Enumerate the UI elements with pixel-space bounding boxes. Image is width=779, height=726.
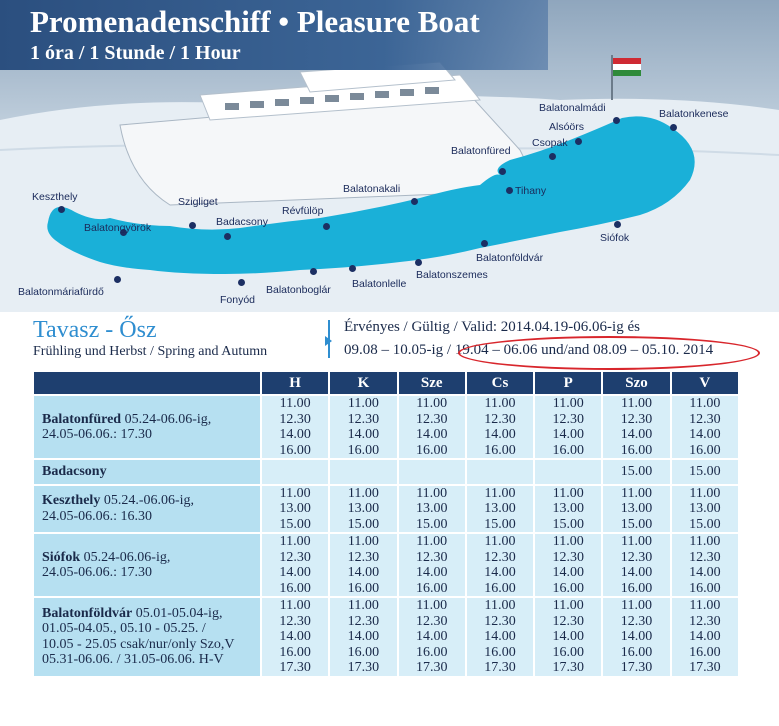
town-badacsony: Badacsony [216,216,268,228]
departure-time: 11.00 [689,396,721,411]
time-cell [399,486,465,533]
time-cell [467,534,533,596]
town-balatonfured: Balatonfüred [451,145,511,157]
departure-time: 14.00 [415,565,448,580]
departure-time: 16.00 [689,580,721,596]
departure-time: 12.30 [620,613,653,629]
departure-time: 11.00 [416,598,448,613]
departure-time: 14.00 [347,565,380,580]
departure-time: 16.00 [415,580,448,596]
departure-time: 14.00 [689,427,721,442]
departure-time: 16.00 [689,644,721,660]
town-balatongyorok: Balatongyörök [84,222,152,234]
lake-balaton-map [0,0,779,312]
town-balatonfoldvar: Balatonföldvár [476,252,544,264]
time-cell [603,486,669,533]
time-cell [262,486,328,533]
departure-time: 11.00 [689,485,721,501]
departure-time: 12.30 [415,411,448,427]
departure-time: 11.00 [689,534,721,549]
day-header: Szo [603,372,669,394]
departure-time: 11.00 [484,598,516,613]
time-cell [672,396,738,458]
hero-banner [0,0,779,312]
departure-time: 15.00 [689,516,721,532]
departure-time: 14.00 [279,629,311,644]
departure-time: 14.00 [689,565,721,580]
departure-time: 11.00 [621,598,653,613]
highlight-circle [458,336,760,370]
town-dot [224,233,231,240]
departure-time: 15.00 [620,464,653,479]
town-dot [349,265,356,272]
departure-time: 11.00 [279,396,311,411]
departure-time: 16.00 [689,442,721,458]
day-header: V [672,372,738,394]
departure-time: 11.00 [552,534,584,549]
departure-time: 17.30 [484,660,516,675]
day-header: P [535,372,601,394]
day-header: Cs [467,372,533,394]
departure-time: 12.30 [415,549,448,565]
header-corner [34,372,260,394]
departure-time: 16.00 [347,442,380,458]
time-cell [262,534,328,596]
departure-time: 17.30 [279,660,311,675]
time-cell [535,396,601,458]
station-name: Keszthely [42,493,101,509]
town-siofok: Siófok [600,232,630,244]
departure-time: 14.00 [279,565,311,580]
town-alsoors: Alsóörs [549,121,585,133]
departure-time: 13.00 [689,501,721,516]
station-note: 05.24.-06.06-ig, [100,493,195,509]
station-note: 05.24-06.06-ig, [80,549,171,565]
town-balatonboglar: Balatonboglár [266,284,331,296]
departure-time: 16.00 [620,442,653,458]
departure-time: 11.00 [416,485,448,501]
departure-time: 12.30 [347,613,380,629]
departure-time: 13.00 [279,501,311,516]
departure-time: 11.00 [279,598,311,613]
departure-time: 12.30 [415,613,448,629]
departure-time: 17.30 [689,660,721,675]
departure-time: 16.00 [279,644,311,660]
time-cell [672,460,738,484]
time-cell [262,396,328,458]
table-row [34,460,738,484]
station-cell [34,486,260,533]
departure-time: 17.30 [552,660,585,675]
departure-time: 13.00 [347,501,380,516]
departure-time: 12.30 [552,613,585,629]
departure-time: 14.00 [620,565,653,580]
departure-time: 14.00 [620,629,653,644]
departure-time: 14.00 [415,629,448,644]
station-name: Balatonföldvár [42,605,133,621]
time-cell [262,598,328,676]
departure-time: 13.00 [552,501,585,516]
time-cell [672,534,738,596]
departure-time: 12.30 [279,613,311,629]
station-cell [34,460,260,484]
departure-time: 11.00 [484,396,516,411]
departure-time: 16.00 [415,442,448,458]
validity-line-2: 09.08 – 10.05-ig / 19.04 – 06.06 und/and 08.09 – 05.10. 2014 [344,342,714,358]
validity-arrow-icon [325,336,332,346]
departure-time: 16.00 [484,442,516,458]
departure-time: 12.30 [552,549,585,565]
departure-time: 12.30 [347,549,380,565]
town-dot [506,187,513,194]
time-cell [330,396,396,458]
departure-time: 12.30 [279,411,311,427]
station-name: Badacsony [42,464,107,479]
time-cell [603,460,669,484]
town-revfulop: Révfülöp [282,205,324,217]
departure-time: 15.00 [415,516,448,532]
time-cell [330,598,396,676]
town-dot [415,259,422,266]
town-tihany: Tihany [515,185,547,197]
day-header: K [330,372,396,394]
departure-time: 15.00 [552,516,585,532]
departure-time: 16.00 [415,644,448,660]
time-cell [535,486,601,533]
departure-time: 17.30 [415,660,448,675]
town-dot [189,222,196,229]
time-cell [535,534,601,596]
table-row [34,534,738,596]
departure-time: 14.00 [484,565,516,580]
time-cell [330,460,396,484]
departure-time: 11.00 [416,396,448,411]
departure-time: 17.30 [347,660,380,675]
departure-time: 11.00 [416,534,448,549]
departure-time: 15.00 [620,516,653,532]
day-header: Sze [399,372,465,394]
town-dot [114,276,121,283]
departure-time: 11.00 [552,485,584,501]
time-cell [535,460,601,484]
departure-time: 11.00 [484,534,516,549]
timetable-header-row [34,372,738,394]
station-note: 05.24-06.06-ig, [121,411,212,427]
departure-time: 14.00 [484,629,516,644]
time-cell [535,598,601,676]
town-dot [670,124,677,131]
departure-time: 12.30 [620,549,653,565]
departure-time: 12.30 [689,411,721,427]
departure-time: 16.00 [620,644,653,660]
town-balatonszemes: Balatonszemes [416,269,488,281]
season-title: Tavasz - Ősz [33,317,157,343]
departure-time: 12.30 [279,549,311,565]
page-title: Promenadenschiff • Pleasure Boat [30,4,480,39]
time-cell [330,486,396,533]
town-dot [499,168,506,175]
timetable [32,370,740,678]
station-note: 05.31-06.06. / 31.05-06.06. H-V [42,652,224,668]
time-cell [399,460,465,484]
station-note: 24.05-06.06.: 17.30 [42,427,153,442]
day-header: H [262,372,328,394]
departure-time: 14.00 [347,427,380,442]
departure-time: 16.00 [484,580,516,596]
departure-time: 12.30 [689,613,721,629]
departure-time: 17.30 [620,660,653,675]
time-cell [399,396,465,458]
departure-time: 11.00 [347,534,379,549]
lake-shape [47,116,694,274]
time-cell [467,486,533,533]
station-name: Siófok [42,549,81,565]
town-dot [575,138,582,145]
departure-time: 11.00 [279,534,311,549]
time-cell [603,396,669,458]
station-note: 01.05-04.05., 05.10 - 05.25. / [42,621,206,637]
departure-time: 11.00 [279,485,311,501]
departure-time: 14.00 [279,427,311,442]
time-cell [603,534,669,596]
station-cell [34,598,260,676]
departure-time: 11.00 [621,485,653,501]
departure-time: 16.00 [552,580,585,596]
town-balatonakali: Balatonakali [343,183,401,195]
time-cell [262,460,328,484]
town-dot [411,198,418,205]
time-cell [467,460,533,484]
station-note: 10.05 - 25.05 csak/nur/only Szo,V [42,636,235,652]
departure-time: 14.00 [415,427,448,442]
departure-time: 12.30 [689,549,721,565]
station-note: 05.01-05.04-ig, [132,605,223,621]
station-name: Balatonfüred [42,411,122,427]
town-balatonkenese: Balatonkenese [659,108,729,120]
departure-time: 16.00 [279,442,311,458]
departure-time: 11.00 [347,598,379,613]
departure-time: 11.00 [621,396,653,411]
departure-time: 12.30 [484,613,516,629]
time-cell [672,486,738,533]
departure-time: 16.00 [484,644,516,660]
table-row [34,396,738,458]
departure-time: 15.00 [689,464,721,479]
departure-time: 12.30 [347,411,380,427]
town-dot [323,223,330,230]
departure-time: 14.00 [689,629,721,644]
town-dot [481,240,488,247]
departure-time: 11.00 [552,598,584,613]
departure-time: 16.00 [620,580,653,596]
page-subtitle: 1 óra / 1 Stunde / 1 Hour [30,42,241,64]
time-cell [399,534,465,596]
departure-time: 11.00 [484,485,516,501]
departure-time: 16.00 [552,442,585,458]
departure-time: 14.00 [484,427,516,442]
town-dot [310,268,317,275]
time-cell [330,534,396,596]
table-row [34,598,738,676]
station-note: 24.05-06.06.: 17.30 [42,565,153,580]
departure-time: 11.00 [621,534,653,549]
departure-time: 12.30 [484,411,516,427]
departure-time: 16.00 [552,644,585,660]
town-dot [549,153,556,160]
time-cell [672,598,738,676]
town-balatonmariafurdo: Balatonmáriafürdő [18,286,104,298]
departure-time: 14.00 [552,565,585,580]
departure-time: 14.00 [552,629,585,644]
departure-time: 15.00 [347,516,380,532]
departure-time: 12.30 [484,549,516,565]
town-csopak: Csopak [532,137,568,149]
town-balatonlelle: Balatonlelle [352,278,407,290]
validity-line-1: Érvényes / Gültig / Valid: 2014.04.19-06.06-ig és [344,319,640,335]
town-dot [614,221,621,228]
timetable-body [34,396,738,676]
town-fonyod: Fonyód [220,294,256,306]
departure-time: 14.00 [552,427,585,442]
station-cell [34,534,260,596]
departure-time: 12.30 [620,411,653,427]
departure-time: 16.00 [347,644,380,660]
departure-time: 15.00 [279,516,311,532]
town-dot [58,206,65,213]
departure-time: 11.00 [689,598,721,613]
departure-time: 16.00 [279,580,311,596]
departure-time: 14.00 [347,629,380,644]
time-cell [467,598,533,676]
departure-time: 11.00 [552,396,584,411]
town-keszthely: Keszthely [32,191,78,203]
departure-time: 11.00 [347,396,379,411]
town-dot [613,117,620,124]
season-subtitle: Frühling und Herbst / Spring and Autumn [33,344,268,359]
time-cell [467,396,533,458]
town-szigliget: Szigliget [178,196,218,208]
time-cell [603,598,669,676]
station-cell [34,396,260,458]
departure-time: 13.00 [415,501,448,516]
town-balatonalmadi: Balatonalmádi [539,102,606,114]
town-dot [238,279,245,286]
departure-time: 15.00 [484,516,516,532]
departure-time: 11.00 [347,485,379,501]
station-note: 24.05-06.06.: 16.30 [42,508,153,524]
departure-time: 14.00 [620,427,653,442]
departure-time: 16.00 [347,580,380,596]
time-cell [399,598,465,676]
departure-time: 13.00 [484,501,516,516]
table-row [34,486,738,533]
departure-time: 13.00 [620,501,653,516]
departure-time: 12.30 [552,411,585,427]
